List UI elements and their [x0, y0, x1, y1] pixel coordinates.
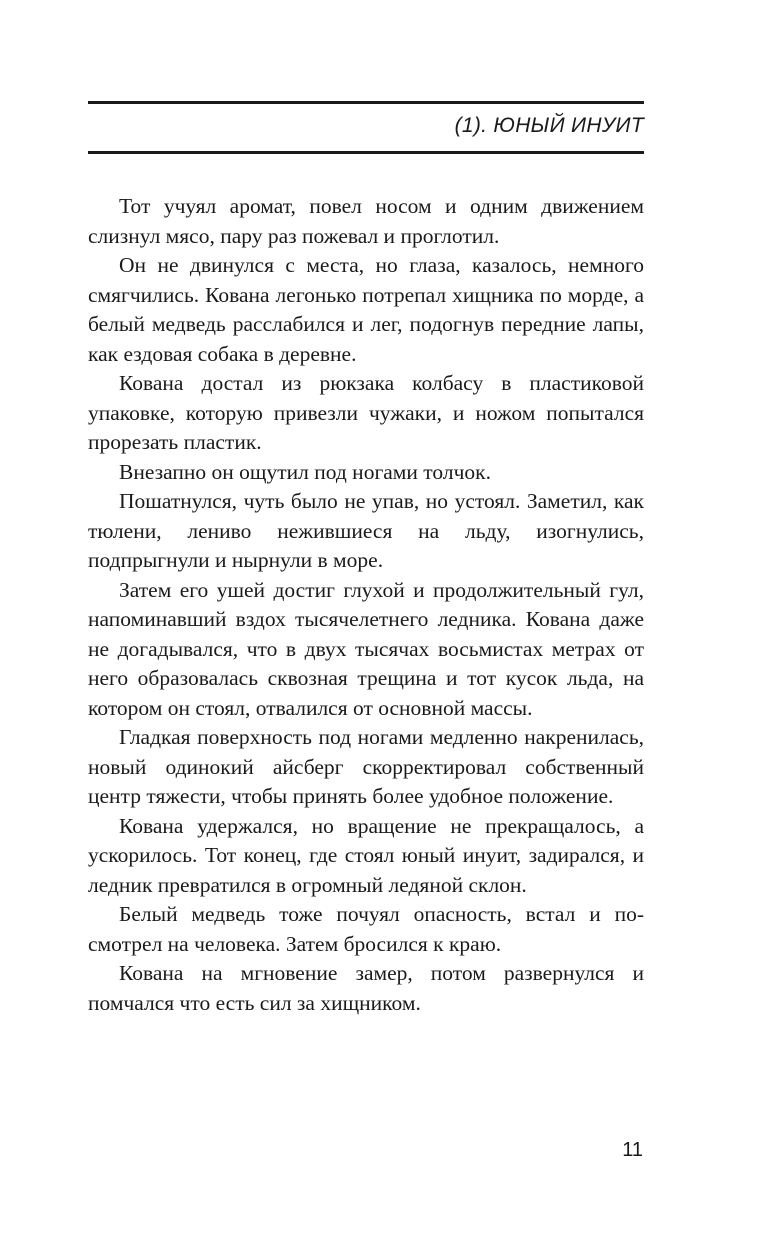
paragraph: Кована на мгновение замер, потом развернулся и помчался что есть сил за хищником.	[88, 961, 644, 1015]
paragraph: Кована достал из рюкзака колбасу в пластиковой упаковке, которую привезли чужаки, и ножом попытался прорезать пластик.	[88, 371, 644, 454]
paragraph: Белый медведь тоже почуял опасность, встал и посмотрел на человека. Затем бросился к краю.	[88, 902, 644, 956]
paragraph: Тот учуял аромат, повел носом и одним движением слизнул мясо, пару раз пожевал и проглотил.	[88, 194, 644, 248]
paragraph: Он не двинулся с места, но глаза, казалось, немного смягчились. Кована легонько потрепал хищника по морде, а белый медведь расслабился и лег, подогнув передние лапы, как ездовая собака в деревне.	[88, 253, 644, 366]
paragraph: Внезапно он ощутил под ногами толчок.	[119, 459, 491, 484]
paragraph: Кована удержался, но вращение не прекращалось, а ускорилось. Тот конец, где стоял юный инуит, задирался, и ледник превратился в огромный ледяной склон.	[88, 813, 644, 897]
header-rule-bottom	[88, 151, 644, 154]
running-head: (1). ЮНЫЙ ИНУИТ	[454, 114, 644, 137]
paragraph: Гладкая поверхность под ногами медленно накренилась, новый одинокий айсберг скорректировал собственный центр тяжести, чтобы принять более удобное положение.	[88, 725, 644, 808]
paragraph: Пошатнулся, чуть было не упав, но устоял. Заметил, как тюлени, лениво нежившиеся на льду, изогнулись, подпрыгнули и нырнули в море.	[88, 489, 644, 572]
body-text	[88, 192, 644, 1018]
page-number: 11	[622, 1139, 643, 1161]
paragraph: Затем его ушей достиг глухой и продолжительный гул, напоминавший вздох тысячелетнего ледника. Кована даже не догадывался, что в двух тысячах восьмистах метрах от него образовалась сквозная трещина и тот кусок льда, на котором он стоял, отвалился от основной массы.	[88, 577, 644, 720]
header-rule-top	[88, 101, 644, 104]
